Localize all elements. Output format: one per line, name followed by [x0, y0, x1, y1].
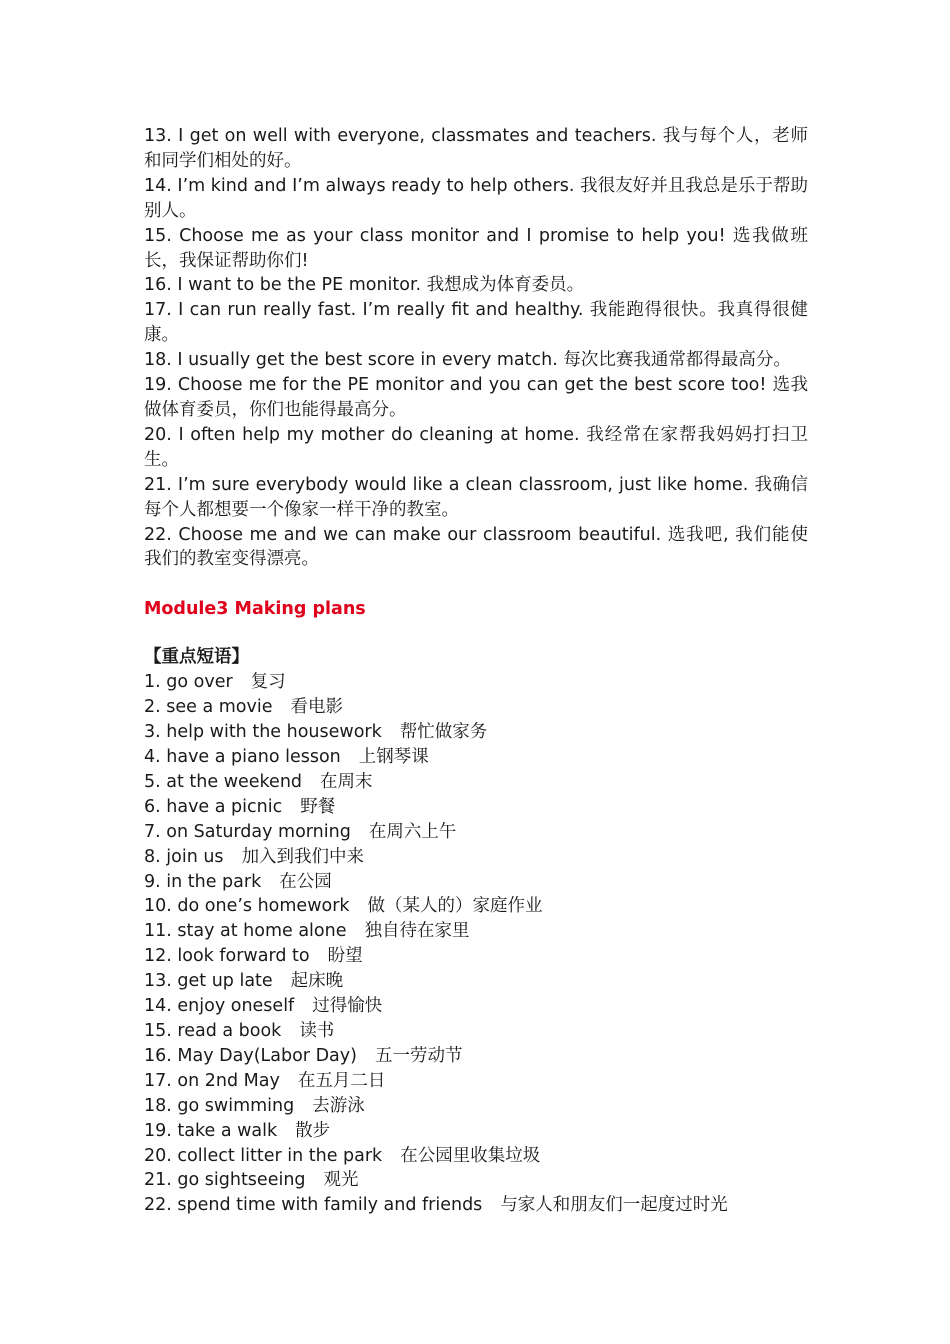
- phrase-english: 4. have a piano lesson: [144, 747, 341, 768]
- phrase-item: [144, 1119, 808, 1144]
- phrase-chinese: 野餐: [300, 796, 336, 817]
- phrase-chinese: 在公园: [279, 871, 332, 892]
- phrase-chinese: 上钢琴课: [358, 747, 429, 768]
- phrase-item: [144, 870, 808, 895]
- sentence-item: 14. I’m kind and I’m always ready to help others. 我很友好并且我总是乐于帮助别人。: [144, 175, 808, 221]
- phrase-item: [144, 894, 808, 919]
- phrase-english: 13. get up late: [144, 971, 273, 992]
- sentence-item: 22. Choose me and we can make our classroom beautiful. 选我吧, 我们能使我们的教室变得漂亮。: [144, 524, 808, 570]
- sentence-item: 20. I often help my mother do cleaning at home. 我经常在家帮我妈妈打扫卫生。: [144, 424, 808, 470]
- phrase-english: 9. in the park: [144, 871, 262, 892]
- phrase-chinese: 看电影: [290, 697, 343, 718]
- phrase-english: 6. have a picnic: [144, 796, 283, 817]
- phrase-chinese: 与家人和朋友们一起度过时光: [500, 1195, 728, 1216]
- phrase-chinese: 加入到我们中来: [241, 846, 365, 867]
- phrase-chinese: 读书: [299, 1021, 335, 1041]
- phrase-chinese: 独自待在家里: [364, 921, 470, 942]
- phrase-chinese: 起床晚: [290, 971, 344, 992]
- phrase-item: [144, 1144, 808, 1169]
- phrase-item: [144, 820, 808, 845]
- phrase-english: 16. May Day(Labor Day): [144, 1045, 357, 1066]
- phrase-chinese: 在五月二日: [297, 1070, 386, 1091]
- phrase-chinese: 复习: [250, 672, 286, 693]
- phrase-list: [144, 670, 808, 1218]
- phrase-chinese: 过得愉快: [312, 996, 383, 1017]
- phrase-chinese: 五一劳动节: [374, 1045, 463, 1066]
- sentence-item: 16. I want to be the PE monitor. 我想成为体育委员。: [144, 275, 585, 296]
- phrase-chinese: 做（某人的）家庭作业: [367, 896, 543, 917]
- phrase-english: 21. go sightseeing: [144, 1170, 306, 1191]
- phrase-english: 12. look forward to: [144, 946, 310, 967]
- section-heading: 【重点短语】: [144, 647, 249, 668]
- phrase-chinese: 去游泳: [312, 1095, 365, 1116]
- phrase-chinese: 在周末: [320, 771, 373, 792]
- phrase-item: [144, 1069, 808, 1094]
- phrase-english: 7. on Saturday morning: [144, 821, 351, 842]
- phrase-item: [144, 1094, 808, 1119]
- phrase-item: [144, 695, 808, 720]
- phrase-item: [144, 1044, 808, 1069]
- phrase-english: 20. collect litter in the park: [144, 1145, 383, 1166]
- sentence-item: 19. Choose me for the PE monitor and you can get the best score too! 选我做体育委员，你们也能得最高分。: [144, 375, 808, 420]
- phrase-item: [144, 1193, 808, 1218]
- page-content: [144, 124, 808, 1218]
- phrase-item: [144, 1019, 808, 1044]
- phrase-item: [144, 919, 808, 944]
- phrase-english: 14. enjoy oneself: [144, 996, 295, 1017]
- sentence-item: 15. Choose me as your class monitor and I promise to help you! 选我做班长，我保证帮助你们!: [144, 225, 808, 271]
- phrase-english: 22. spend time with family and friends: [144, 1195, 483, 1216]
- phrase-english: 5. at the weekend: [144, 771, 303, 792]
- phrase-chinese: 散步: [295, 1120, 331, 1141]
- phrase-english: 11. stay at home alone: [144, 921, 347, 942]
- phrase-item: [144, 994, 808, 1019]
- phrase-chinese: 在公园里收集垃圾: [400, 1145, 541, 1166]
- sentence-list: [144, 124, 808, 572]
- module-title: Module3 Making plans: [144, 599, 366, 620]
- phrase-english: 17. on 2nd May: [144, 1070, 280, 1091]
- sentence-item: 21. I’m sure everybody would like a clean classroom, just like home. 我确信每个人都想要一个像家一样干净的教室。: [144, 474, 808, 520]
- phrase-english: 18. go swimming: [144, 1095, 295, 1116]
- phrase-chinese: 帮忙做家务: [399, 722, 488, 743]
- phrase-item: [144, 1168, 808, 1193]
- phrase-chinese: 观光: [323, 1170, 359, 1191]
- sentence-item: 18. I usually get the best score in every match. 每次比赛我通常都得最高分。: [144, 350, 791, 371]
- phrase-item: [144, 770, 808, 795]
- phrase-english: 3. help with the housework: [144, 722, 382, 743]
- phrase-chinese: 在周六上午: [368, 821, 457, 842]
- phrase-item: [144, 969, 808, 994]
- phrase-item: [144, 720, 808, 745]
- phrase-english: 10. do one’s homework: [144, 896, 350, 917]
- phrase-item: [144, 944, 808, 969]
- phrase-item: [144, 795, 808, 820]
- phrase-item: [144, 745, 808, 770]
- phrase-english: 1. go over: [144, 672, 233, 693]
- phrase-english: 15. read a book: [144, 1021, 282, 1041]
- phrase-english: 2. see a movie: [144, 697, 273, 718]
- sentence-item: 13. I get on well with everyone, classmates and teachers. 我与每个人，老师和同学们相处的好。: [144, 126, 808, 171]
- phrase-item: [144, 670, 808, 695]
- phrase-chinese: 盼望: [327, 946, 363, 967]
- phrase-english: 19. take a walk: [144, 1120, 278, 1141]
- phrase-item: [144, 845, 808, 870]
- phrase-english: 8. join us: [144, 846, 224, 867]
- sentence-item: 17. I can run really fast. I’m really fit and healthy. 我能跑得很快。我真得很健康。: [144, 300, 808, 346]
